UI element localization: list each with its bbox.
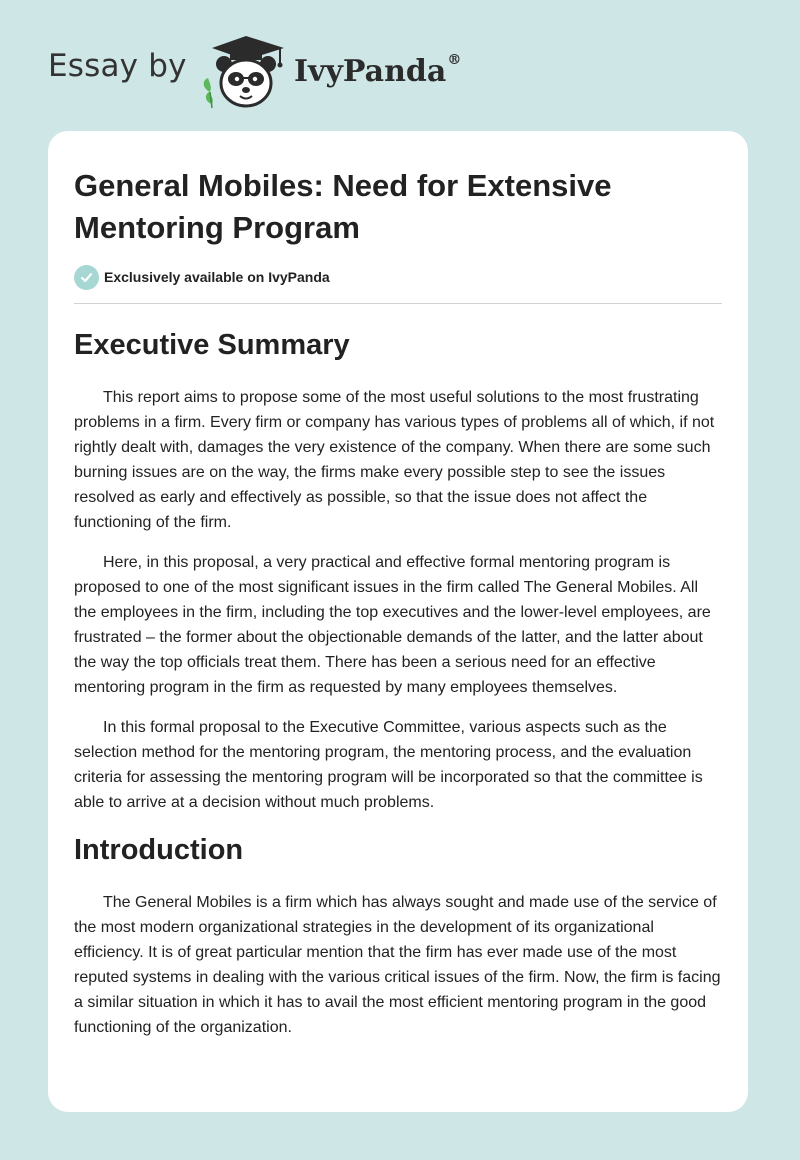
ivypanda-logo-icon[interactable] [200,34,292,110]
paragraph: The General Mobiles is a firm which has always sought and made use of the service of the most modern organizational strategies in the development of its organizational efficiency. It is of great particular mention that the firm has ever made use of the most reputed systems in dealing with the various critical issues of the firm. Now, the firm is facing a similar situation in which it has to avail the most efficient mentoring program in the good functioning of the organization. [74,894,721,1036]
badge-text: Exclusively available on IvyPanda [104,269,330,285]
essay-by-label: Essay by [48,48,187,84]
brand-name[interactable]: IvyPanda® [294,52,462,89]
exclusive-badge [74,264,330,290]
section-introduction [74,830,722,1040]
divider [74,303,722,304]
site-header [0,0,800,120]
check-icon [74,265,99,290]
essay-content [74,317,722,1055]
essay-card [48,131,748,1112]
section-heading: Executive Summary [74,329,350,361]
section-heading: Introduction [74,834,244,866]
paragraph: Here, in this proposal, a very practical and effective formal mentoring program is proposed to one of the most significant issues in the firm called The General Mobiles. All the employees in the firm, including the top executives and the lower-level employees, are frustrated – the former about the objectionable demands of the latter, and the latter about the way the top officials treat them. There has been a serious need for an effective mentoring program in the firm as requested by many employees themselves. [74,554,711,696]
section-executive-summary [74,325,722,815]
paragraph: This report aims to propose some of the most useful solutions to the most frustrating problems in a firm. Every firm or company has various types of problems all of which, if not rightly dealt with, damages the very existence of the company. When there are some such burning issues are on the way, the firms make every possible step to see the issues resolved as early and effectively as possible, so that the issue does not affect the functioning of the firm. [74,389,715,531]
essay-title: General Mobiles: Need for Extensive Mentoring Program [74,168,612,245]
registered-mark: ® [447,52,462,68]
paragraph: In this formal proposal to the Executive Committee, various aspects such as the selection method for the mentoring program, the mentoring process, and the evaluation criteria for assessing the mentoring program will be incorporated so that the committee is able to arrive at a decision without much problems. [74,719,703,811]
